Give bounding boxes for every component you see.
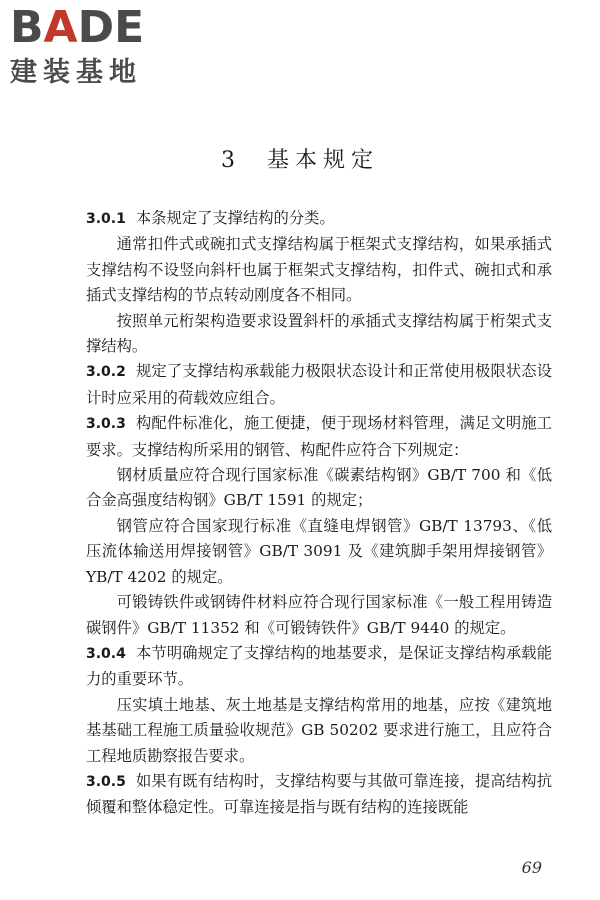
paragraph: 3.0.4 本节明确规定了支撑结构的地基要求，是保证支撑结构承载能力的重要环节。 [86, 643, 552, 689]
section-number: 3.0.3 [86, 416, 126, 433]
paragraph: 3.0.5 如果有既有结构时，支撑结构要与其做可靠连接，提高结构抗倾覆和整体稳定性。可靠连接是指与既有结构的连接既能 [86, 771, 552, 817]
section-number: 3.0.1 [86, 211, 126, 227]
body-text [86, 206, 552, 821]
chapter-title [0, 143, 600, 174]
paragraph: 3.0.2 规定了支撑结构承载能力极限状态设计和正常使用极限状态设计时应采用的荷载效应组合。 [86, 362, 552, 407]
paragraph: 通常扣件式或碗扣式支撑结构属于框架式支撑结构，如果承插式支撑结构不设竖向斜杆也属于框架式支撑结构，扣件式、碗扣式和承插式支撑结构的节点转动刚度各不相同。 [86, 235, 552, 305]
paragraph: 3.0.3 构配件标准化，施工便捷，便于现场材料管理，满足文明施工要求。支撑结构所采用的钢管、构配件应符合下列规定： [86, 414, 552, 459]
paragraph: 钢材质量应符合现行国家标准《碳素结构钢》GB/T 700 和《低合金高强度结构钢》GB/T 1591 的规定； [86, 466, 552, 510]
chapter-number: 3 [220, 148, 241, 173]
section-number: 3.0.4 [86, 645, 126, 662]
paragraph: 可锻铸铁件或钢铸件材料应符合现行国家标准《一般工程用铸造碳钢件》GB/T 11352 和《可锻铸铁件》GB/T 9440 的规定。 [86, 593, 552, 637]
logo-subtitle: 建装基地 [10, 57, 142, 88]
page-number: 69 [521, 858, 542, 877]
logo-wordmark: BADE [10, 2, 145, 53]
paragraph: 3.0.1 本条规定了支撑结构的分类。 [86, 209, 335, 227]
section-number: 3.0.5 [86, 773, 126, 790]
paragraph: 按照单元桁架构造要求设置斜杆的承插式支撑结构属于桁架式支撑结构。 [86, 311, 552, 356]
chapter-title-text: 基本规定 [266, 148, 379, 173]
bade-logo [10, 2, 180, 90]
paragraph: 钢管应符合国家现行标准《直缝电焊钢管》GB/T 13793、《低压流体输送用焊接钢管》GB/T 3091 及《建筑脚手架用焊接钢管》YB/T 4202 的规定。 [86, 516, 552, 586]
paragraph: 压实填土地基、灰土地基是支撑结构常用的地基，应按《建筑地基基础工程施工质量验收规范》GB 50202 要求进行施工，且应符合工程地质勘察报告要求。 [86, 695, 552, 765]
section-number: 3.0.2 [86, 364, 126, 381]
